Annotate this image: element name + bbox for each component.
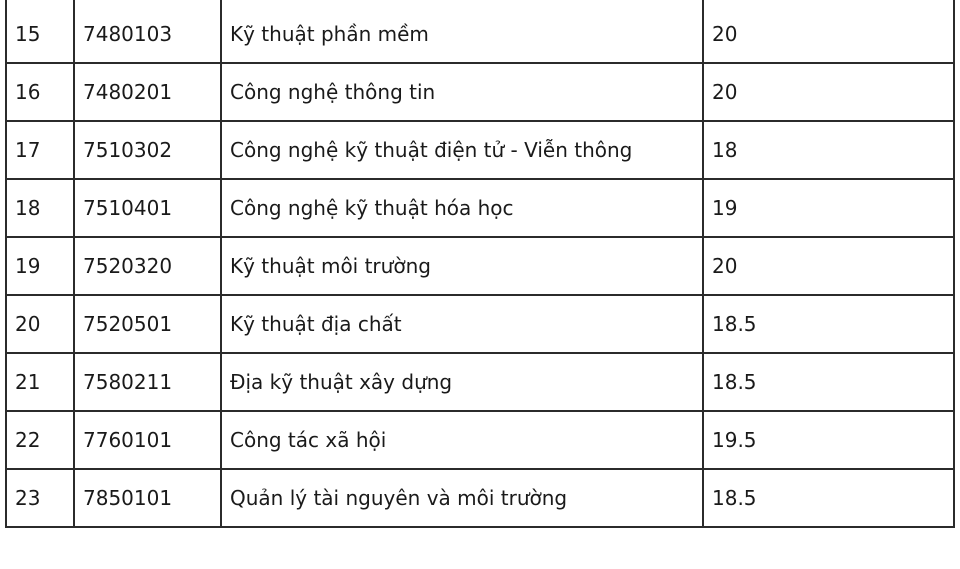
cell-score: 19 bbox=[703, 179, 954, 237]
cell-major-name: Quản lý tài nguyên và môi trường bbox=[221, 469, 703, 527]
cell-score: 20 bbox=[703, 237, 954, 295]
cell-major-name: Công nghệ thông tin bbox=[221, 63, 703, 121]
table-row bbox=[6, 295, 954, 353]
cell-index: 20 bbox=[6, 295, 74, 353]
cell-major-name: Công nghệ kỹ thuật hóa học bbox=[221, 179, 703, 237]
cell-major-name: Kỹ thuật phần mềm bbox=[221, 0, 703, 63]
cell-major-code: 7510302 bbox=[74, 121, 221, 179]
cell-major-code: 7760101 bbox=[74, 411, 221, 469]
cell-major-name: Địa kỹ thuật xây dựng bbox=[221, 353, 703, 411]
cell-index: 15 bbox=[6, 0, 74, 63]
table-row bbox=[6, 121, 954, 179]
cell-index: 16 bbox=[6, 63, 74, 121]
cell-score: 19.5 bbox=[703, 411, 954, 469]
cell-major-code: 7520320 bbox=[74, 237, 221, 295]
cell-major-name: Công nghệ kỹ thuật điện tử - Viễn thông bbox=[221, 121, 703, 179]
cell-major-code: 7520501 bbox=[74, 295, 221, 353]
cell-major-code: 7580211 bbox=[74, 353, 221, 411]
cell-major-name: Kỹ thuật địa chất bbox=[221, 295, 703, 353]
cell-score: 20 bbox=[703, 0, 954, 63]
cell-index: 19 bbox=[6, 237, 74, 295]
cell-score: 18.5 bbox=[703, 353, 954, 411]
admission-score-table bbox=[5, 0, 955, 528]
table-row bbox=[6, 411, 954, 469]
table-row bbox=[6, 237, 954, 295]
cell-score: 18.5 bbox=[703, 469, 954, 527]
cell-score: 18 bbox=[703, 121, 954, 179]
cell-index: 17 bbox=[6, 121, 74, 179]
cell-index: 18 bbox=[6, 179, 74, 237]
cell-major-code: 7850101 bbox=[74, 469, 221, 527]
cell-index: 23 bbox=[6, 469, 74, 527]
table-row bbox=[6, 63, 954, 121]
cell-major-code: 7480201 bbox=[74, 63, 221, 121]
cell-major-code: 7480103 bbox=[74, 0, 221, 63]
table-row bbox=[6, 0, 954, 63]
cell-major-code: 7510401 bbox=[74, 179, 221, 237]
cell-index: 21 bbox=[6, 353, 74, 411]
table-row bbox=[6, 469, 954, 527]
table-row bbox=[6, 179, 954, 237]
cell-major-name: Công tác xã hội bbox=[221, 411, 703, 469]
table-body bbox=[6, 0, 954, 527]
cell-major-name: Kỹ thuật môi trường bbox=[221, 237, 703, 295]
cell-index: 22 bbox=[6, 411, 74, 469]
table-row bbox=[6, 353, 954, 411]
cell-score: 20 bbox=[703, 63, 954, 121]
cell-score: 18.5 bbox=[703, 295, 954, 353]
admission-score-table-container bbox=[5, 0, 953, 528]
